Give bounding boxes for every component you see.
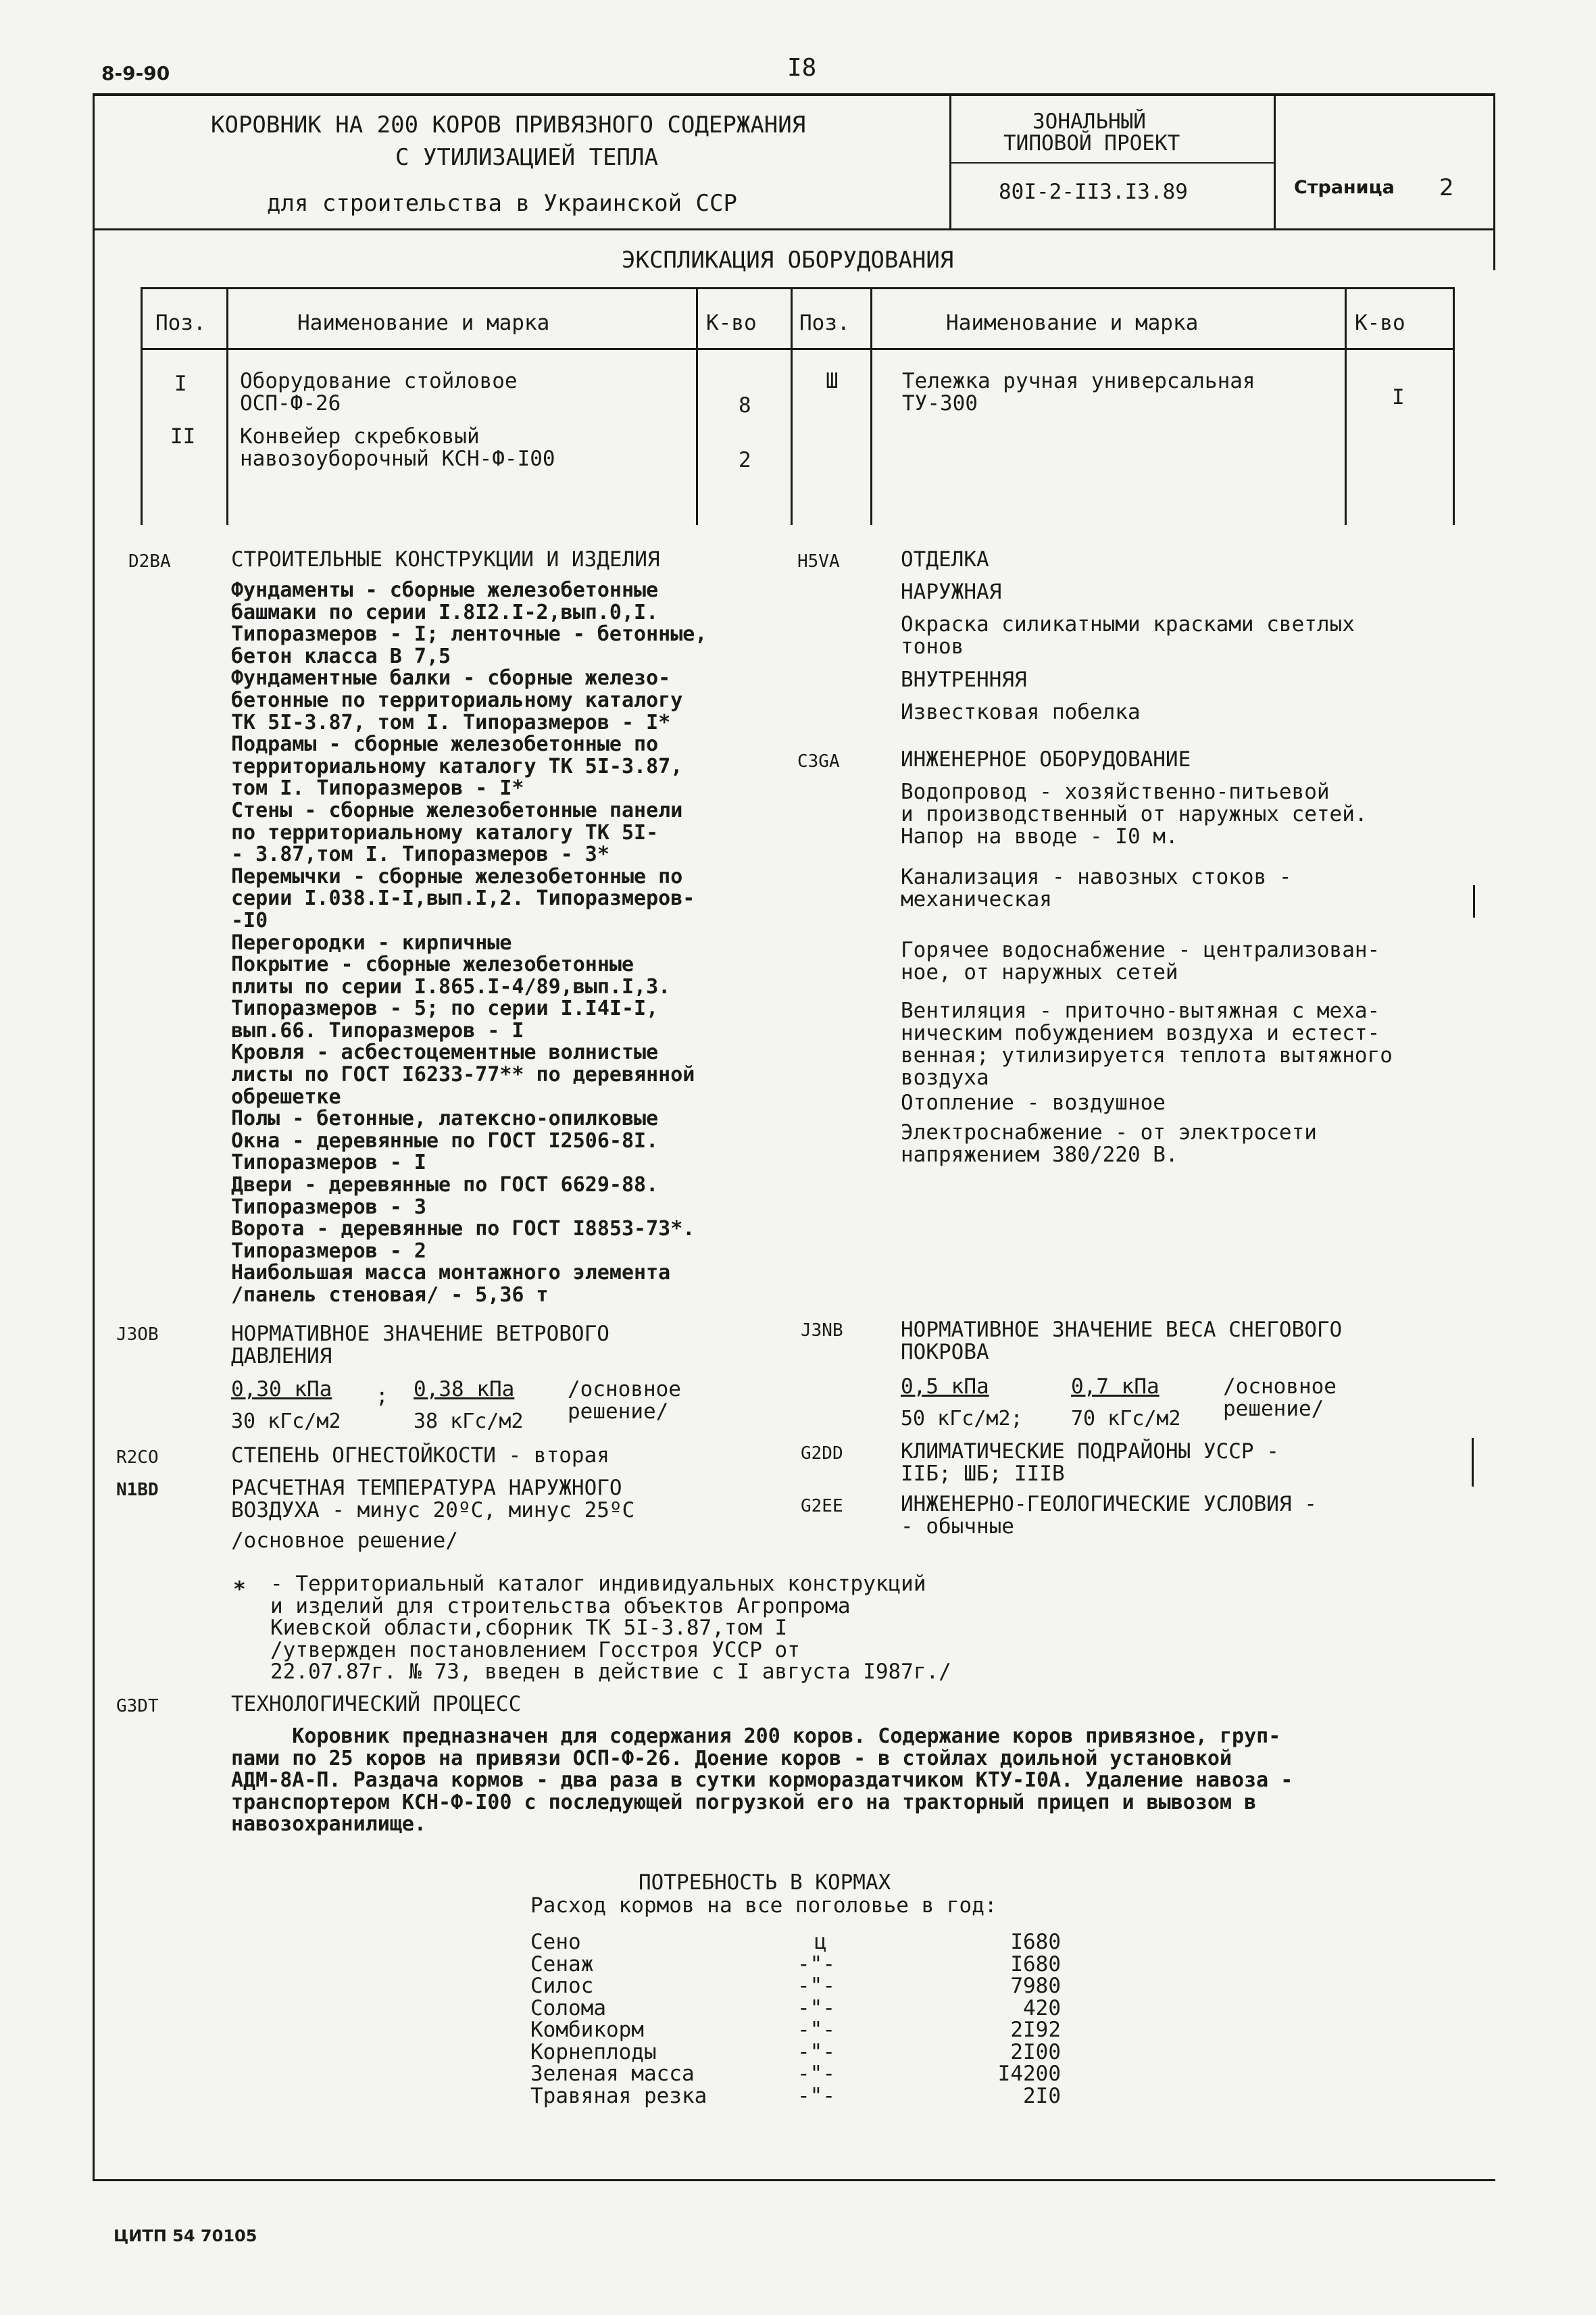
row-qty: 8 xyxy=(739,393,751,418)
feed-unit: -"- xyxy=(797,1974,835,1998)
feed-subheading: Расход кормов на все поголовье в год: xyxy=(530,1893,997,1918)
page-number-top: I8 xyxy=(787,54,817,82)
engineering-power: Электроснабжение - от электросети напряжением 380/220 В. xyxy=(901,1120,1317,1167)
fire-code: R2CO xyxy=(116,1447,159,1468)
snow-value-kpa-1: 0,5 кПа xyxy=(901,1374,989,1399)
feed-heading: ПОТРЕБНОСТЬ В КОРМАХ xyxy=(639,1870,891,1895)
project-type-line-1: ЗОНАЛЬНЫЙ xyxy=(1032,109,1146,134)
col-header-qty-right: К-во xyxy=(1355,311,1405,335)
feed-value: I680 xyxy=(1010,1951,1061,1976)
snow-note: /основное решение/ xyxy=(1223,1374,1337,1421)
feed-value: 420 xyxy=(1023,1995,1061,2020)
row-pos: I xyxy=(174,372,187,396)
wind-value-kgs-1: 30 кГс/м2 xyxy=(231,1410,341,1433)
fire-text: СТЕПЕНЬ ОГНЕСТОЙКОСТИ - вторая xyxy=(231,1443,609,1468)
row-pos: Ш xyxy=(826,369,839,393)
row-name: Тележка ручная универсальная ТУ-300 xyxy=(902,369,1255,416)
finish-outer-label: НАРУЖНАЯ xyxy=(901,580,1002,604)
title-line-1: КОРОВНИК НА 200 КОРОВ ПРИВЯЗНОГО СОДЕРЖАНИЯ xyxy=(211,111,806,139)
project-type-line-2: ТИПОВОЙ ПРОЕКТ xyxy=(1003,131,1180,155)
engineering-heading: ИНЖЕНЕРНОЕ ОБОРУДОВАНИЕ xyxy=(901,747,1191,772)
row-name: Конвейер скребковый навозоуборочный КСН-Ф-I00 xyxy=(240,424,555,471)
wind-note: /основное решение/ xyxy=(568,1377,681,1424)
geo-code: G2EE xyxy=(801,1496,843,1516)
feed-value: I680 xyxy=(1010,1930,1061,1954)
engineering-code: C3GA xyxy=(797,751,840,772)
feed-name: Сено xyxy=(530,1930,581,1954)
feed-value: 2I92 xyxy=(1010,2018,1061,2042)
feed-name: Корнеплоды xyxy=(530,2039,657,2064)
wind-heading: НОРМАТИВНОЕ ЗНАЧЕНИЕ ВЕТРОВОГО ДАВЛЕНИЯ xyxy=(231,1322,609,1368)
process-code: G3DT xyxy=(116,1696,159,1716)
feed-name: Силос xyxy=(530,1974,594,1998)
construction-text: Фундаменты - сборные железобетонные башмаки по серии I.8I2.I-2,вып.0,I. Типоразмеров - I; ленточные - бетонные, бетон класса В 7,5 Фундаментные балки - сборные железо- бетонные по территориальному каталогу ТК 5I-3.87, том I. Типоразмеров - I* Подрамы - сборные железобетонные по территориальному каталогу ТК 5I-3.87, том I. Типоразмеров - I* Стены - сборные железобетонные панели по территориальному каталогу ТК 5I- - 3.87,том I. Типоразмеров - 3* Перемычки - сборные железобетонные по серии I.038.I-I,вып.I,2. Типоразмеров- -I0 Перегородки - кирпичные Покрытие - сборные железобетонные плиты по серии I.865.I-4/89,вып.I,3. Типоразмеров - 5; по серии I.I4I-I, вып.66. Типоразмеров - I Кровля - асбестоцементные волнистые листы по ГОСТ I6233-77** по деревянной обрешетке Полы - бетонные, латексно-опилковые Окна - деревянные по ГОСТ I2506-8I. Типоразмеров - I Двери - деревянные по ГОСТ 6629-88. Типоразмеров - 3 Ворота - деревянные по ГОСТ I8853-73*. Типоразмеров - 2 Наибольшая масса монтажного элемента /панель стеновая/ - 5,36 т xyxy=(231,578,707,1307)
engineering-heating: Отопление - воздушное xyxy=(901,1091,1166,1115)
col-header-pos-left: Поз. xyxy=(155,311,206,335)
feed-value: 2I0 xyxy=(1023,2083,1061,2108)
snow-value-kgs-2: 70 кГс/м2 xyxy=(1071,1407,1181,1430)
snow-value-kpa-2: 0,7 кПа xyxy=(1071,1374,1159,1399)
temp-note: /основное решение/ xyxy=(231,1528,458,1553)
feed-name: Солома xyxy=(530,1995,606,2020)
feed-name: Зеленая масса xyxy=(530,2062,695,2086)
climate-code: G2DD xyxy=(801,1443,843,1464)
feed-name: Комбикорм xyxy=(530,2018,644,2042)
corner-code: 8-9-90 xyxy=(101,62,170,84)
feed-name: Сенаж xyxy=(530,1951,594,1976)
finish-heading: ОТДЕЛКА xyxy=(901,547,989,572)
page-label: Страница xyxy=(1294,177,1395,198)
construction-code: D2BA xyxy=(128,551,171,572)
snow-code: J3NB xyxy=(801,1320,843,1341)
snow-value-kgs-1: 50 кГс/м2; xyxy=(901,1407,1023,1430)
feed-unit: -"- xyxy=(797,2083,835,2108)
feed-unit: -"- xyxy=(797,1951,835,1976)
col-header-pos-right: Поз. xyxy=(799,311,850,335)
equipment-heading: ЭКСПЛИКАЦИЯ ОБОРУДОВАНИЯ xyxy=(622,247,954,274)
wind-value-kgs-2: 38 кГс/м2 xyxy=(414,1410,524,1433)
temp-code: N1BD xyxy=(116,1480,159,1500)
footer-code: ЦИТП 54 70105 xyxy=(114,2226,257,2245)
engineering-vent: Вентиляция - приточно-вытяжная с меха- ническим побуждением воздуха и естест- венная; утилизируется теплота вытяжного воздуха xyxy=(901,999,1393,1090)
project-number: 80I-2-II3.I3.89 xyxy=(999,180,1188,204)
wind-code: J3OB xyxy=(116,1324,159,1345)
page-value: 2 xyxy=(1439,174,1454,201)
col-header-name-right: Наименование и марка xyxy=(946,311,1199,335)
feed-value: 2I00 xyxy=(1010,2039,1061,2064)
feed-unit: -"- xyxy=(797,2018,835,2042)
engineering-water: Водопровод - хозяйственно-питьевой и производственный от наружных сетей. Напор на вводе - I0 м. xyxy=(901,780,1368,849)
geo-text: ИНЖЕНЕРНО-ГЕОЛОГИЧЕСКИЕ УСЛОВИЯ - - обычные xyxy=(901,1492,1317,1539)
temp-text: РАСЧЕТНАЯ ТЕМПЕРАТУРА НАРУЖНОГО ВОЗДУХА - минус 20ºC, минус 25ºC xyxy=(231,1476,635,1522)
construction-heading: СТРОИТЕЛЬНЫЕ КОНСТРУКЦИИ И ИЗДЕЛИЯ xyxy=(231,547,660,572)
wind-value-kpa-2: 0,38 кПа xyxy=(414,1377,515,1401)
wind-value-kpa-1: 0,30 кПа xyxy=(231,1377,332,1401)
feed-unit: -"- xyxy=(797,2062,835,2086)
col-header-qty-left: К-во xyxy=(706,311,757,335)
feed-unit: ц xyxy=(814,1930,827,1954)
row-pos: II xyxy=(170,424,196,449)
engineering-hotwater: Горячее водоснабжение - централизован- ное, от наружных сетей xyxy=(901,938,1380,985)
finish-code: H5VA xyxy=(797,551,840,572)
finish-inner-text: Известковая побелка xyxy=(901,700,1141,724)
feed-name: Травяная резка xyxy=(530,2083,707,2108)
climate-text: КЛИМАТИЧЕСКИЕ ПОДРАЙОНЫ УССР - IIБ; ШБ; IIIВ xyxy=(901,1439,1279,1486)
wind-separator: ; xyxy=(376,1384,389,1408)
row-qty: I xyxy=(1392,385,1405,409)
feed-unit: -"- xyxy=(797,1995,835,2020)
title-subtitle: для строительства в Украинской ССР xyxy=(267,190,737,217)
engineering-sewer: Канализация - навозных стоков - механическая xyxy=(901,865,1292,912)
snow-heading: НОРМАТИВНОЕ ЗНАЧЕНИЕ ВЕСА СНЕГОВОГО ПОКРОВА xyxy=(901,1318,1343,1364)
feed-value: 7980 xyxy=(1010,1974,1061,1998)
row-name: Оборудование стойловое ОСП-Ф-26 xyxy=(240,369,518,416)
process-heading: ТЕХНОЛОГИЧЕСКИЙ ПРОЦЕСС xyxy=(231,1692,522,1716)
row-qty: 2 xyxy=(739,448,751,472)
feed-value: I4200 xyxy=(997,2062,1061,2086)
process-text: Коровник предназначен для содержания 200 коров. Содержание коров привязное, груп- пами по 25 коров на привязи ОСП-Ф-26. Доение коров - в стойлах доильной установкой АДМ-8А-П. Раздача кормов - два раза в сутки кормораздатчиком КТУ-I0А. Удаление навоза - транспортером КСН-Ф-I00 с последующей погрузкой его на тракторный прицеп и вывозом в навозохранилище. xyxy=(231,1724,1293,1836)
footnote-text: - Территориальный каталог индивидуальных конструкций и изделий для строительства объектов Агропрома Киевской области,сборник ТК 5I-3.87,том I /утвержден постановлением Госстроя УССР от 22.07.87г. № 73, введен в действие с I августа I987г./ xyxy=(270,1572,951,1684)
title-line-2: С УТИЛИЗАЦИЕЙ ТЕПЛА xyxy=(395,144,658,171)
footnote-mark: * xyxy=(233,1577,246,1601)
feed-unit: -"- xyxy=(797,2039,835,2064)
col-header-name-left: Наименование и марка xyxy=(297,311,550,335)
finish-inner-label: ВНУТРЕННЯЯ xyxy=(901,668,1027,692)
finish-outer-text: Окраска силикатными красками светлых тонов xyxy=(901,612,1355,659)
